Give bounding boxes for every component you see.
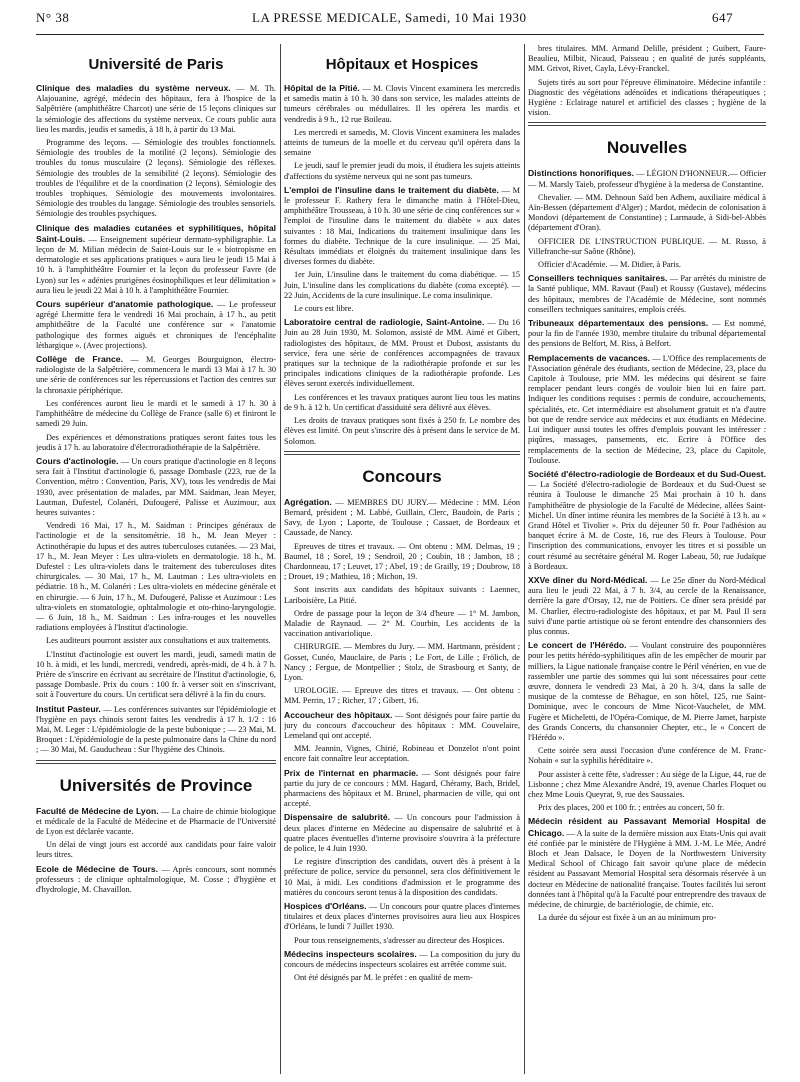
article-paragraph [284, 270, 520, 301]
article-paragraph [36, 521, 276, 633]
article-text: Le jeudi, sauf le premier jeudi du mois, il étudiera les sujets atteints d'affections du système nerveux qui ne sont pas tumeurs. [284, 161, 520, 181]
article-heading: Hospices d'Orléans. [284, 901, 367, 912]
article-paragraph [36, 456, 276, 518]
article-paragraph [284, 768, 520, 810]
article-paragraph [528, 78, 766, 119]
article-paragraph [528, 273, 766, 315]
page-number: 647 [712, 10, 733, 25]
article-text: — M. Clovis Vincent examinera les mercredis et samedis matin à 10 h. 30 dans son service, les malades atteints de tumeurs cérébrales ou médullaires. Il les opérera les mardis et vendredis à 9 h., 12 rue Boileau. [284, 84, 520, 124]
article-heading: Cours d'actinologie. [36, 455, 119, 466]
article-paragraph [528, 260, 766, 270]
section-body [284, 497, 520, 984]
article-text: L'Institut d'actinologie est ouvert les mardi, jeudi, samedi matin de 10 h. à midi, et les lundi, mercredi, vendredi, après-midi, de 4 h. à 7 h. Prière de s'inscrire en écrivant au secrétaire de l'Institut d'actinologie, 6, passage Dombasle. Prix du cours : 100 fr. à verser soit en s'inscrivant, soit à l'ouverture du cours. Un certificat sera délivré à la fin du cours. [36, 649, 276, 700]
article-text: Des expériences et démonstrations pratiques seront faites tous les jeudis à 17 h. au laboratoire d'électroradiothérapie de la Salpêtrière. [36, 432, 276, 452]
article-paragraph [284, 542, 520, 583]
section-body [36, 83, 276, 756]
article-heading: Accoucheur des hôpitaux. [284, 709, 393, 720]
issue-number: N° 38 [36, 10, 70, 25]
article-text: — Enseignement supérieur dermato-syphiligraphie. La leçon de M. Milian médecin de Saint-Louis sur le « biotropisme en dermatologie et ses applications pratiques » aura lieu le jeudi 15 Mai à 10 h. à l'amphithéâtre Fournier et la leçon du professeur Favre (de Lyon) sur les « adénies prurigènes éosinophiliques et leur délimitation » aura lieu le jeudi 22 Mai à 10 h. à l'amphithéâtre Fournier. [36, 234, 276, 295]
header-rule [36, 34, 764, 35]
article-text: Le cours est libre. [294, 304, 354, 314]
section-body [36, 806, 276, 896]
section-title: Nouvelles [606, 138, 688, 158]
article-heading: L'emploi de l'insuline dans le traitement du diabète. [284, 184, 499, 195]
article-text: Chevalier. — MM. Dehnoun Saïd ben Adhem, auxiliaire médical à Aïn-Bessen (département d'Alger) ; Mardot, médecin de colonisation à Mondovi (département de Constantine) ; Larmaude, à Sidi-bel-Abbès (département d'Oran). [528, 192, 766, 233]
article-paragraph [36, 138, 276, 220]
article-text: Sujets tirés au sort pour l'épreuve éliminatoire. Médecine infantile : Diagnostic des végétations adénoïdes et indications thérapeutiques ; Hygiène : Eclairage naturel et artificiel des classes ; hygiène de la vision. [528, 77, 766, 118]
article-heading: XXVe dîner du Nord-Médical. [528, 574, 648, 585]
article-text: La durée du séjour est fixée à un an au minimum pro- [538, 913, 717, 923]
article-paragraph [528, 318, 766, 350]
article-text: Ordre de passage pour la leçon de 3/4 d'heure — 1° M. Jambon, Maladie de Raynaud. — 2° M. Courbin, Les accidents de la vaccination antivariolique. [284, 608, 520, 639]
article-paragraph [284, 812, 520, 854]
article-paragraph [528, 168, 766, 189]
article-paragraph [284, 744, 520, 764]
article-heading: Faculté de Médecine de Lyon. [36, 805, 159, 816]
article-heading: Prix de l'internat en pharmacie. [284, 767, 419, 778]
article-paragraph [528, 746, 766, 766]
article-text: Un délai de vingt jours est accordé aux candidats pour faire valoir leurs titres. [36, 840, 276, 860]
article-text: — Le 25e dîner du Nord-Médical aura lieu le jeudi 22 Mai, à 7 h. 3/4, au cercle de la Renaissance, derrière la gare d'Orsay, 12, rue de Poitiers. Ce dîner sera présidé par M. Charlier, électro-radiologiste des hôpitaux, et par M. Paul Il sera suivi d'une partie artistique où se feront entendre des chansonniers des plus connus. [528, 575, 766, 636]
article-paragraph [528, 469, 766, 572]
article-paragraph [528, 237, 766, 257]
article-text: Prix des places, 200 et 100 fr. ; entrées au concert, 50 fr. [538, 803, 725, 813]
article-heading: Médecin résident au Passavant Memorial Hospital de Chicago. [528, 816, 766, 838]
article-paragraph [284, 585, 520, 605]
article-heading: Médecins inspecteurs scolaires. [284, 948, 417, 959]
article-text: — M. Georges Bourguignon, électro-radiologiste de la Salpêtrière, commencera le mardi 13 Mai à 17 h. 30 une série de conférences sur les répercussions et l'action des centres sur la chronaxie périphérique. [36, 355, 276, 395]
article-paragraph [36, 704, 276, 756]
article-paragraph [36, 650, 276, 701]
article-text: Les auditeurs pourront assister aux consultations et aux traitements. [46, 636, 271, 646]
article-text: Pour tous renseignements, s'adresser au directeur des Hospices. [294, 935, 505, 945]
article-text: — L'Office des remplacements de l'Association générale des étudiants, section de Médecine, 23, place du Capitole à Toulouse, prie MM. les médecins qui désirent se faire remplacer pendant leurs congés de vouloir bien lui en faire part. Indiquer les conditions requises : permis de conduire, accouchements, spécialités, etc. Cet intermédiaire est absolument gratuit et n'a d'autre but que de rendre service aux médecins et aux étudiants en Médecine. Lui indiquer aussi toutes les offres d'emplois pouvant les intéresser : piqûres, massages, pansements, etc. Ecrire à l'Office des remplacements de la section de Médecine, 23, place du Capitole, Toulouse. [528, 353, 766, 465]
article-heading: Ecole de Médecine de Tours. [36, 863, 159, 874]
article-heading: Tribuneaux départementaux des pensions. [528, 318, 709, 329]
article-heading: Dispensaire de salubrité. [284, 812, 391, 823]
article-heading: Société d'électro-radiologie de Bordeaux et du Sud-Ouest. [528, 468, 766, 479]
article-paragraph [284, 416, 520, 447]
article-paragraph [528, 575, 766, 637]
article-paragraph [284, 642, 520, 683]
article-paragraph [284, 304, 520, 314]
article-heading: Remplacements de vacances. [528, 352, 651, 363]
article-paragraph [36, 806, 276, 838]
article-paragraph [36, 636, 276, 646]
article-text: 1er Juin, L'insuline dans le traitement du coma diabétique. — 15 Juin, L'insuline dans les complications du diabète (coma excepté). — 22 Juin, Accidents de la cure insulinique. Le coma insulinique. [284, 270, 520, 300]
article-paragraph [284, 973, 520, 983]
article-paragraph [284, 497, 520, 539]
article-text: Vendredi 16 Mai, 17 h., M. Saidman : Principes généraux de l'actinologie et de la sensitométrie. 18 h., M. Jean Meyer : Actinothérapie du lupus et des autres tuberculoses cutanées. — 23 Mai, 17 h., M. Jean Meyer : Les ultra-violets en dermatologie. 18 h., M. Dufestel : Les ultra-violets dans le traitement des tuberculoses dites chirurgicales. — 30 Mai, 17 h., M. Lautman : Les ultra-violets en pédiatrie. 18 h., M. Colanéri : Les ultra-violets en médecine générale et en chirurgie. — 6 Juin, 17 h., M. Dufougeré, Palisse et Auzimour : Les ultra-violets en stomatologie, ophtalmologie et oto-rhino-laryngologie. — 6 Juin, 18 h., M. Saidman : Les infra-rouges et les nouvelles radiations employées à l'Institut d'actinologie. [36, 521, 276, 633]
article-text: — Sont désignés pour faire partie du jury du concours d'accoucheur des hôpitaux : MM. Couvelaire, Lemeland qui ont accepté. [284, 710, 520, 740]
article-text: — Les conférences suivantes sur l'épidémiologie et l'hygiène en pays chinois seront faites les vendredis à 17 h. 1/2 : 16 Mai, M. Leger : L'épidémiologie de la peste bubonique ; — 23 Mai, M. Broquet : L'épidémiologie de la peste pulmonaire dans la Chine du nord ; — 30 Mai, M. Gauducheau : Sur l'hygiène des Chinois. [36, 704, 276, 755]
section-body [528, 168, 766, 923]
article-paragraph [284, 686, 520, 706]
article-paragraph [528, 816, 766, 910]
article-heading: Agrégation. [284, 496, 332, 507]
article-text: — M le professeur F. Rathery fera le dimanche matin à l'Hôtel-Dieu, amphithéâtre Trousseau, à 10 h. 30 une série de cinq conférences sur « l'emploi de l'insuline dans le traitement du diabète » aux dates suivantes : 18 Mai, Indications du traitement insulinique dans les formes du diabète. Technique de la cure insulinique. — 25 Mai, Résultats immédiats et éloignés du traitement insulinique dans les diverses formes du diabète. [284, 185, 520, 267]
article-text: Le registre d'inscription des candidats, ouvert dès à présent à la préfecture de police, service du personnel, sera clos définitivement le 10 Mai, à midi. Les conditions d'admission et le programme des matières du concours seront tenus à la disposition des candidats. [284, 857, 520, 897]
article-paragraph [36, 864, 276, 896]
article-paragraph [36, 354, 276, 396]
section-title: Université de Paris [88, 56, 224, 73]
article-text: UROLOGIE. — Epreuve des titres et travaux. — Ont obtenu : MM. Perrin, 17 ; Richer, 17 ; Gibert, 16. [284, 686, 520, 706]
article-heading: Clinique des maladies du système nerveux. [36, 83, 231, 93]
section-body [528, 44, 766, 118]
article-paragraph [528, 913, 766, 923]
section-divider [528, 122, 766, 126]
article-heading: Laboratoire central de radiologie, Saint-Antoine. [284, 317, 485, 328]
article-paragraph [284, 901, 520, 933]
article-paragraph [284, 128, 520, 159]
section-divider [284, 451, 520, 455]
publication-title: LA PRESSE MEDICALE, Samedi, 10 Mai 1930 [252, 10, 527, 25]
article-text: — La Société d'électro-radiologie de Bordeaux et du Sud-Ouest se réunira à Toulouse le dimanche 25 Mai prochain à 10 h. dans l'amphithéâtre de physiologie de la Faculté de Médecine, allées Saint-Michel. Un dîner intime réunira les membres de la Société à 13 h. au « Grand Hôtel et Tivolier ». Prix du déjeuner 50 fr. Pour l'adhésion au banquet écrire à M. de Coste, 16, rue des Fleurs à Toulouse. Pour l'inscription des communications, envoyer les titres et si possible un court résumé au secrétaire général M. Roger Labeau, 50, rue Judaïque à Bordeaux. [528, 480, 766, 571]
section-divider [36, 760, 276, 764]
article-text: — Un concours pour quatre places d'internes titulaires et deux places d'internes provisoires aura lieu aux Hospices d'Orléans, le lundi 7 Juillet 1930. [284, 902, 520, 932]
article-text: — LÉGION D'HONNEUR.— Officier — M. Marsly Taieb, professeur d'hygiène à la medersa de Constantine. [528, 169, 766, 189]
article-heading: Hôpital de la Pitié. [284, 83, 360, 93]
article-text: — Le professeur agrégé Lhermitte fera le vendredi 16 Mai prochain, à 17 h., au petit amphithéâtre de la Faculté une conférence sur « l'anatomie pathologique des formes aiguës et chroniques de l'encéphalite léthargique ». (Avec projections). [36, 300, 276, 350]
article-text: — Sont désignés pour faire partie du jury de ce concours : MM. Hagard, Chéramy, Bach, Bridel, pharmaciens des hôpitaux et M. Brunel, pharmacien de ville, qui ont accepté. [284, 768, 520, 809]
section-body [284, 83, 520, 447]
article-text: — Après concours, sont nommés professeurs : de clinique ophtalmologique, M. Cosse ; d'hygiène et d'hydrologie, M. Chavaillon. [36, 864, 276, 895]
article-paragraph [36, 840, 276, 860]
article-text: — Est nommé, pour la fin de l'année 1930, membre titulaire du tribunal départemental des pensions de Belfort, M. Riss, à Belfort. [528, 319, 766, 349]
column-3 [528, 44, 766, 1074]
article-text: Sont inscrits aux candidats des hôpitaux suivants : Laennec, Lariboisière, La Pitié. [284, 585, 520, 605]
article-text: MM. Jeannin, Vignes, Chirié, Robineau et Donzelot n'ont point encore fait connaître leur acceptation. [284, 744, 520, 764]
article-text: OFFICIER DE L'INSTRUCTION PUBLIQUE. — M. Russo, à Villefranche-sur Saône (Rhône). [528, 236, 766, 256]
article-heading: Cours supérieur d'anatomie pathologique. [36, 299, 214, 310]
article-paragraph [284, 609, 520, 640]
article-paragraph [284, 161, 520, 181]
article-heading: Clinique des maladies cutanées et syphilitiques, hôpital Saint-Louis. [36, 222, 276, 244]
article-paragraph [36, 223, 276, 296]
article-text: Les conférences auront lieu le mardi et le samedi à 17 h. 30 à l'amphithéâtre de médecine du Collège de France (salle 6) et finiront le samedi 29 Juin. [36, 398, 276, 429]
article-paragraph [36, 299, 276, 351]
article-paragraph [284, 185, 520, 268]
article-text: — Par arrêtés du ministre de la Santé publique, MM. Ravaut (Paul) et Roussy (Gustave), médecins des hôpitaux, membres de l'Académie de Médecine, sont nommés conseillers techniques sanitaires, emplois créés. [528, 274, 766, 314]
article-text: Pour assister à cette fête, s'adresser : Au siège de la Ligue, 44, rue de Lisbonne ; chez Mme Alexandre André, 19, avenue Charles Floquet ou chez Mme Louis Queyrat, 9, rue des Saussaies. [528, 769, 766, 799]
article-paragraph [528, 44, 766, 75]
article-heading: Conseillers techniques sanitaires. [528, 273, 668, 284]
article-text: — Du 16 Juin au 28 Juin 1930, M. Solomon, assisté de MM. Aimé et Gibert, radiologistes des hôpitaux, de MM. Proust et Dubost, assistants du service, fera une série de conférences accompagnées de travaux pratiques sur la technique de la radiothérapie profonde et sur les principales indications cliniques de la radiothérapie profonde. Les élèves seront exercés individuellement. [284, 318, 520, 389]
article-text: — A la suite de la dernière mission aux Etats-Unis qui avait été confiée par le ministère de l'Hygiène à MM. J.-M. Le Mée, André Bloch et Jean Dalsace, le Doyen de la Northwestern University Medical School of Chicago fait savoir qu'une place de médecin résident au Passavant Memorial Hospital sera désormais réservée à un docteur en Médecine de nationalité française. Toutes facilités lui seront données tant à l'hôpital qu'à la Faculté pour entreprendre des travaux de médecine, de chirurgie, de bactériologie, de chimie, etc. [528, 828, 766, 910]
column-divider [524, 44, 525, 1074]
article-paragraph [36, 399, 276, 430]
article-heading: Distinctions honorifiques. [528, 168, 634, 179]
article-heading: Le concert de l'Hérédo. [528, 640, 627, 651]
article-paragraph [284, 936, 520, 946]
article-text: — La chaire de chimie biologique et médicale de la Faculté de Médecine et de Pharmacie de l'Université de Lyon est déclarée vacante. [36, 806, 276, 836]
article-paragraph [284, 393, 520, 413]
article-text: Les droits de travaux pratiques sont fixés à 250 fr. Le nombre des élèves est limité. On peut s'inscrire dès à présent dans le service de M. Solomon. [284, 416, 520, 446]
article-text: — MEMBRES DU JURY.— Médecine : MM. Léon Bernard, président ; M. Labbé, Guillain, Clerc, Baudoin, de Paris ; Savy, de Lyon ; Laporte, de Toulouse ; Cassaet, de Bordeaux et Caussade, de Nancy. [284, 497, 520, 538]
column-2 [284, 44, 520, 1074]
article-text: — M. Th. Alajouanine, agrégé, médecin des hôpitaux, fera à l'hospice de la Salpêtrière (amphithéâtre Charcot) une série de 15 leçons cliniques sur la sémiologie des affections du système nerveux. Ce cours public aura lieu les mardis, jeudis et samedis, à 18 h, à partir du 13 Mai. [36, 84, 276, 134]
article-text: Les conférences et les travaux pratiques auront lieu tous les matins de 9 h. à 12 h. Un certificat d'assiduité sera délivré aux élèves. [284, 392, 520, 412]
article-text: Les mercredi et samedis, M. Clovis Vincent examinera les malades atteints de tumeurs de la moelle et du cerveau qu'il opérera dans la semaine [284, 127, 520, 158]
article-paragraph [284, 317, 520, 389]
article-text: Ont été désignés par M. le préfet : en qualité de mem- [294, 973, 473, 983]
column-divider [280, 44, 281, 1074]
article-text: Epreuves de titres et travaux. — Ont obtenu : MM. Delmas, 19 ; Baumel, 18 ; Sorel, 19 ; Sendroil, 20 ; Coubin, 18 ; Jambon, 18 ; Chardonneau, 17 ; Leuvet, 17 ; Abel, 19 ; de Grailly, 19 ; Doubrow, 18 ; Drouet, 19 ; Mathieu, 18 ; Michon, 19. [284, 541, 520, 582]
column-1 [36, 44, 276, 1074]
article-paragraph [284, 949, 520, 970]
article-paragraph [528, 353, 766, 466]
article-paragraph [528, 770, 766, 801]
section-title: Hôpitaux et Hospices [325, 56, 479, 73]
article-heading: Collège de France. [36, 354, 123, 365]
article-heading: Institut Pasteur. [36, 703, 101, 714]
article-paragraph [36, 433, 276, 453]
article-text: — Voulant construire des pouponnières pour les petits hérédo-syphilitiques afin de les empêcher de mourir par milliers, la Ligue nationale française contre le Péril vénérien, en vue de rassembler une partie des sommes qui lui sont nécessaires pour cette œuvre, donnera le vendredi 23 Mai, à 20 h. 3/4, dans la salle de musique de la comtesse de Béhague, en son hôtel, 125, rue Saint-Dominique, avec le concours de Mme Nicot-Vauchelet, de MM. Fugère et Micheletti, de l'Opéra-Comique, de M. Pierre Jamet, harpiste des Grands Concerts, du chansonnier Chepter, etc., le « Concert de l'Hérédo ». [528, 641, 766, 742]
article-text: Officier d'Académie. — M. Didier, à Paris. [538, 260, 681, 270]
article-paragraph [36, 83, 276, 135]
article-text: Cette soirée sera aussi l'occasion d'une conférence de M. Franc-Nohain « sur la syphilis héréditaire ». [528, 746, 766, 766]
article-text: — Un concours pour l'admission à deux places d'interne en Médecine au dispensaire de salubrité et à quatre places éventuelles d'interne provisoire s'ouvrira à la préfecture de police, le 4 Juin 1930. [284, 813, 520, 853]
section-title: Concours [362, 466, 442, 486]
article-text: — Un cours pratique d'actinologie en 8 leçons sera fait à l'Institut d'actinologie 6, passage Dombasle (223, rue de la Convention, métro : Convention, Paris, XV), tous les vendredis de Mai 1930, avec présentation de malades, par MM. Saidman, Jean Meyer, Lautman, Dufestel, Colanéri, Dufougeré, Palisse et Auzimour, aux heures suivantes : [36, 456, 276, 517]
article-text: bres titulaires. MM. Armand Delille, président ; Guibert, Faure-Beaulieu, Milbit, Nicaud, Paisseau ; en qualité de jurés suppléants, MM. Grivot, Rivet, Cayla, Lévy-Franckel. [528, 44, 766, 74]
article-paragraph [528, 640, 766, 743]
article-text: CHIRURGIE. — Membres du Jury. — MM. Hartmann, président ; Gosset, Cunéo, Mauclaire, de Paris ; Le Fort, de Lille ; Frölich, de Nancy ; Fergue, de Montpellier ; Stolz, de Strasbourg et Santy, de Lyon. [284, 642, 520, 682]
article-paragraph [284, 857, 520, 898]
article-text: — La composition du jury du concours de médecins inspecteurs scolaires est arrêtée comme suit. [284, 949, 520, 970]
section-title: Universités de Province [59, 775, 253, 795]
article-paragraph [284, 710, 520, 742]
article-paragraph [528, 803, 766, 813]
article-text: Programme des leçons. — Sémiologie des troubles fonctionnels. Sémiologie des troubles de la motilité (2 leçons). Sémiologie des troubles du tonus musculaire (2 leçons). Sémiologie des réflexes. Sémiologie des troubles de la sensibilité (2 leçons). Sémiologie des troubles de l'équilibre et de la coordination (2 leçons). Sémiologie des troubles trophiques. Sémiologie des mouvements involontaires. Sémiologie des troubles du langage. Sémiologie des troubles sensoriels. Sémiologie des troubles psychiques. [36, 138, 276, 219]
article-paragraph [284, 83, 520, 125]
article-paragraph [528, 193, 766, 234]
